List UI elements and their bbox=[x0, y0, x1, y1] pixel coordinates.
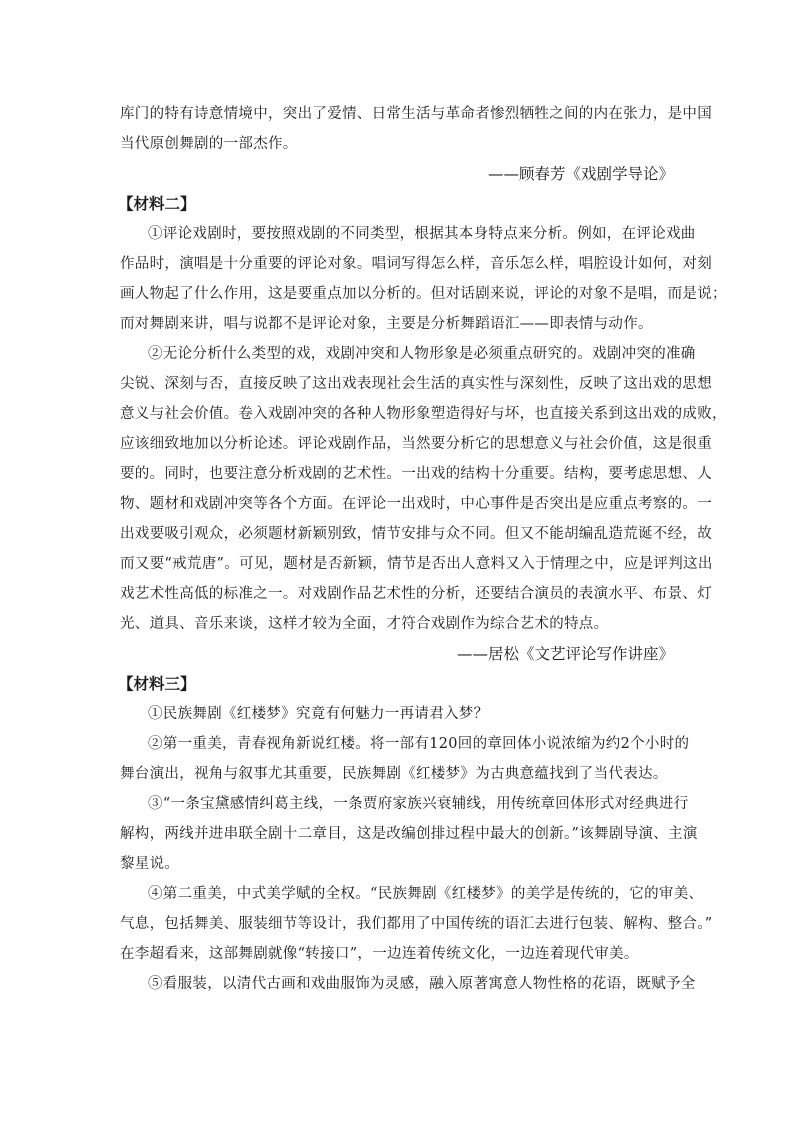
paragraph-line: 在李超看来，这部舞剧就像“转接口”，一边连着传统文化，一边连着现代审美。 bbox=[120, 946, 639, 962]
paragraph-line: 要的。同时，也要注意分析戏剧的艺术性。一出戏的结构十分重要。结构，要考虑思想、人 bbox=[120, 466, 712, 482]
paragraph-line: 黎星说。 bbox=[120, 856, 180, 872]
paragraph-line: 意义与社会价值。卷入戏剧冲突的各种人物形象塑造得好与坏，也直接关系到这出戏的成败， bbox=[120, 406, 727, 422]
section-heading: 【材料二】 bbox=[118, 195, 196, 213]
paragraph-line: 画人物起了什么作用，这是要重点加以分析的。但对话剧来说，评论的对象不是唱，而是说； bbox=[120, 286, 727, 302]
attribution: ——居松《文艺评论写作讲座》 bbox=[456, 645, 674, 663]
paragraph-line: 光、道具、音乐来谈，这样才较为全面，才符合戏剧作为综合艺术的特点。 bbox=[120, 616, 609, 632]
paragraph-line: 物、题材和戏剧冲突等各个方面。在评论一出戏时，中心事件是否突出是应重点考察的。一 bbox=[120, 496, 712, 512]
paragraph-line: 而又要“戒荒唐”。可见，题材是否新颖，情节是否出人意料又入于情理之中，应是评判这出 bbox=[120, 556, 713, 572]
paragraph-line: 作品时，演唱是十分重要的评论对象。唱词写得怎么样，音乐怎么样，唱腔设计如何，对刻 bbox=[120, 256, 712, 272]
paragraph-line: ①民族舞剧《红楼梦》究竟有何魅力一再请君入梦？ bbox=[148, 706, 489, 722]
paragraph-line: 出戏要吸引观众，必须题材新颖别致，情节安排与众不同。但又不能胡编乱造荒诞不经，故 bbox=[120, 526, 712, 542]
paragraph-line: ⑤看服装，以清代古画和戏曲服饰为灵感，融入原著寓意人物性格的花语，既赋予全 bbox=[148, 976, 696, 992]
paragraph-line: 戏艺术性高低的标准之一。对戏剧作品艺术性的分析，还要结合演员的表演水平、布景、灯 bbox=[120, 586, 712, 602]
paragraph-line: 而对舞剧来讲，唱与说都不是评论对象，主要是分析舞蹈语汇——即表情与动作。 bbox=[120, 316, 653, 332]
paragraph-line: 尖锐、深刻与否，直接反映了这出戏表现社会生活的真实性与深刻性，反映了这出戏的思想 bbox=[120, 376, 712, 392]
paragraph-line: 解构，两线并进串联全剧十二章目，这是改编创排过程中最大的创新。”该舞剧导演、主演 bbox=[120, 826, 698, 842]
paragraph-line: 舞台演出，视角与叙事尤其重要，民族舞剧《红楼梦》为古典意蕴找到了当代表达。 bbox=[120, 766, 668, 782]
paragraph-line: 气息，包括舞美、服装细节等设计，我们都用了中国传统的语汇去进行包装、解构、整合。” bbox=[120, 916, 713, 932]
paragraph-line: ②第一重美，青春视角新说红楼。将一部有120回的章回体小说浓缩为约2个小时的 bbox=[148, 736, 690, 752]
section-heading: 【材料三】 bbox=[118, 675, 196, 693]
paragraph-line: ③“一条宝黛感情纠葛主线，一条贾府家族兴衰辅线，用传统章回体形式对经典进行 bbox=[148, 796, 689, 812]
paragraph-line: ②无论分析什么类型的戏，戏剧冲突和人物形象是必须重点研究的。戏剧冲突的准确 bbox=[148, 346, 696, 362]
paragraph-line: ④第二重美，中式美学赋的全权。“民族舞剧《红楼梦》的美学是传统的，它的审美、 bbox=[148, 886, 704, 902]
paragraph-line: 应该细致地加以分析论述。评论戏剧作品，当然要分析它的思想意义与社会价值，这是很重 bbox=[120, 436, 712, 452]
paragraph-line: 库门的特有诗意情境中，突出了爱情、日常生活与革命者惨烈牺牲之间的内在张力，是中国 bbox=[120, 106, 712, 122]
paragraph-line: ①评论戏剧时，要按照戏剧的不同类型，根据其本身特点来分析。例如，在评论戏曲 bbox=[148, 226, 696, 242]
attribution: ——顾春芳《戏剧学导论》 bbox=[487, 165, 674, 183]
paragraph-line: 当代原创舞剧的一部杰作。 bbox=[120, 136, 298, 152]
